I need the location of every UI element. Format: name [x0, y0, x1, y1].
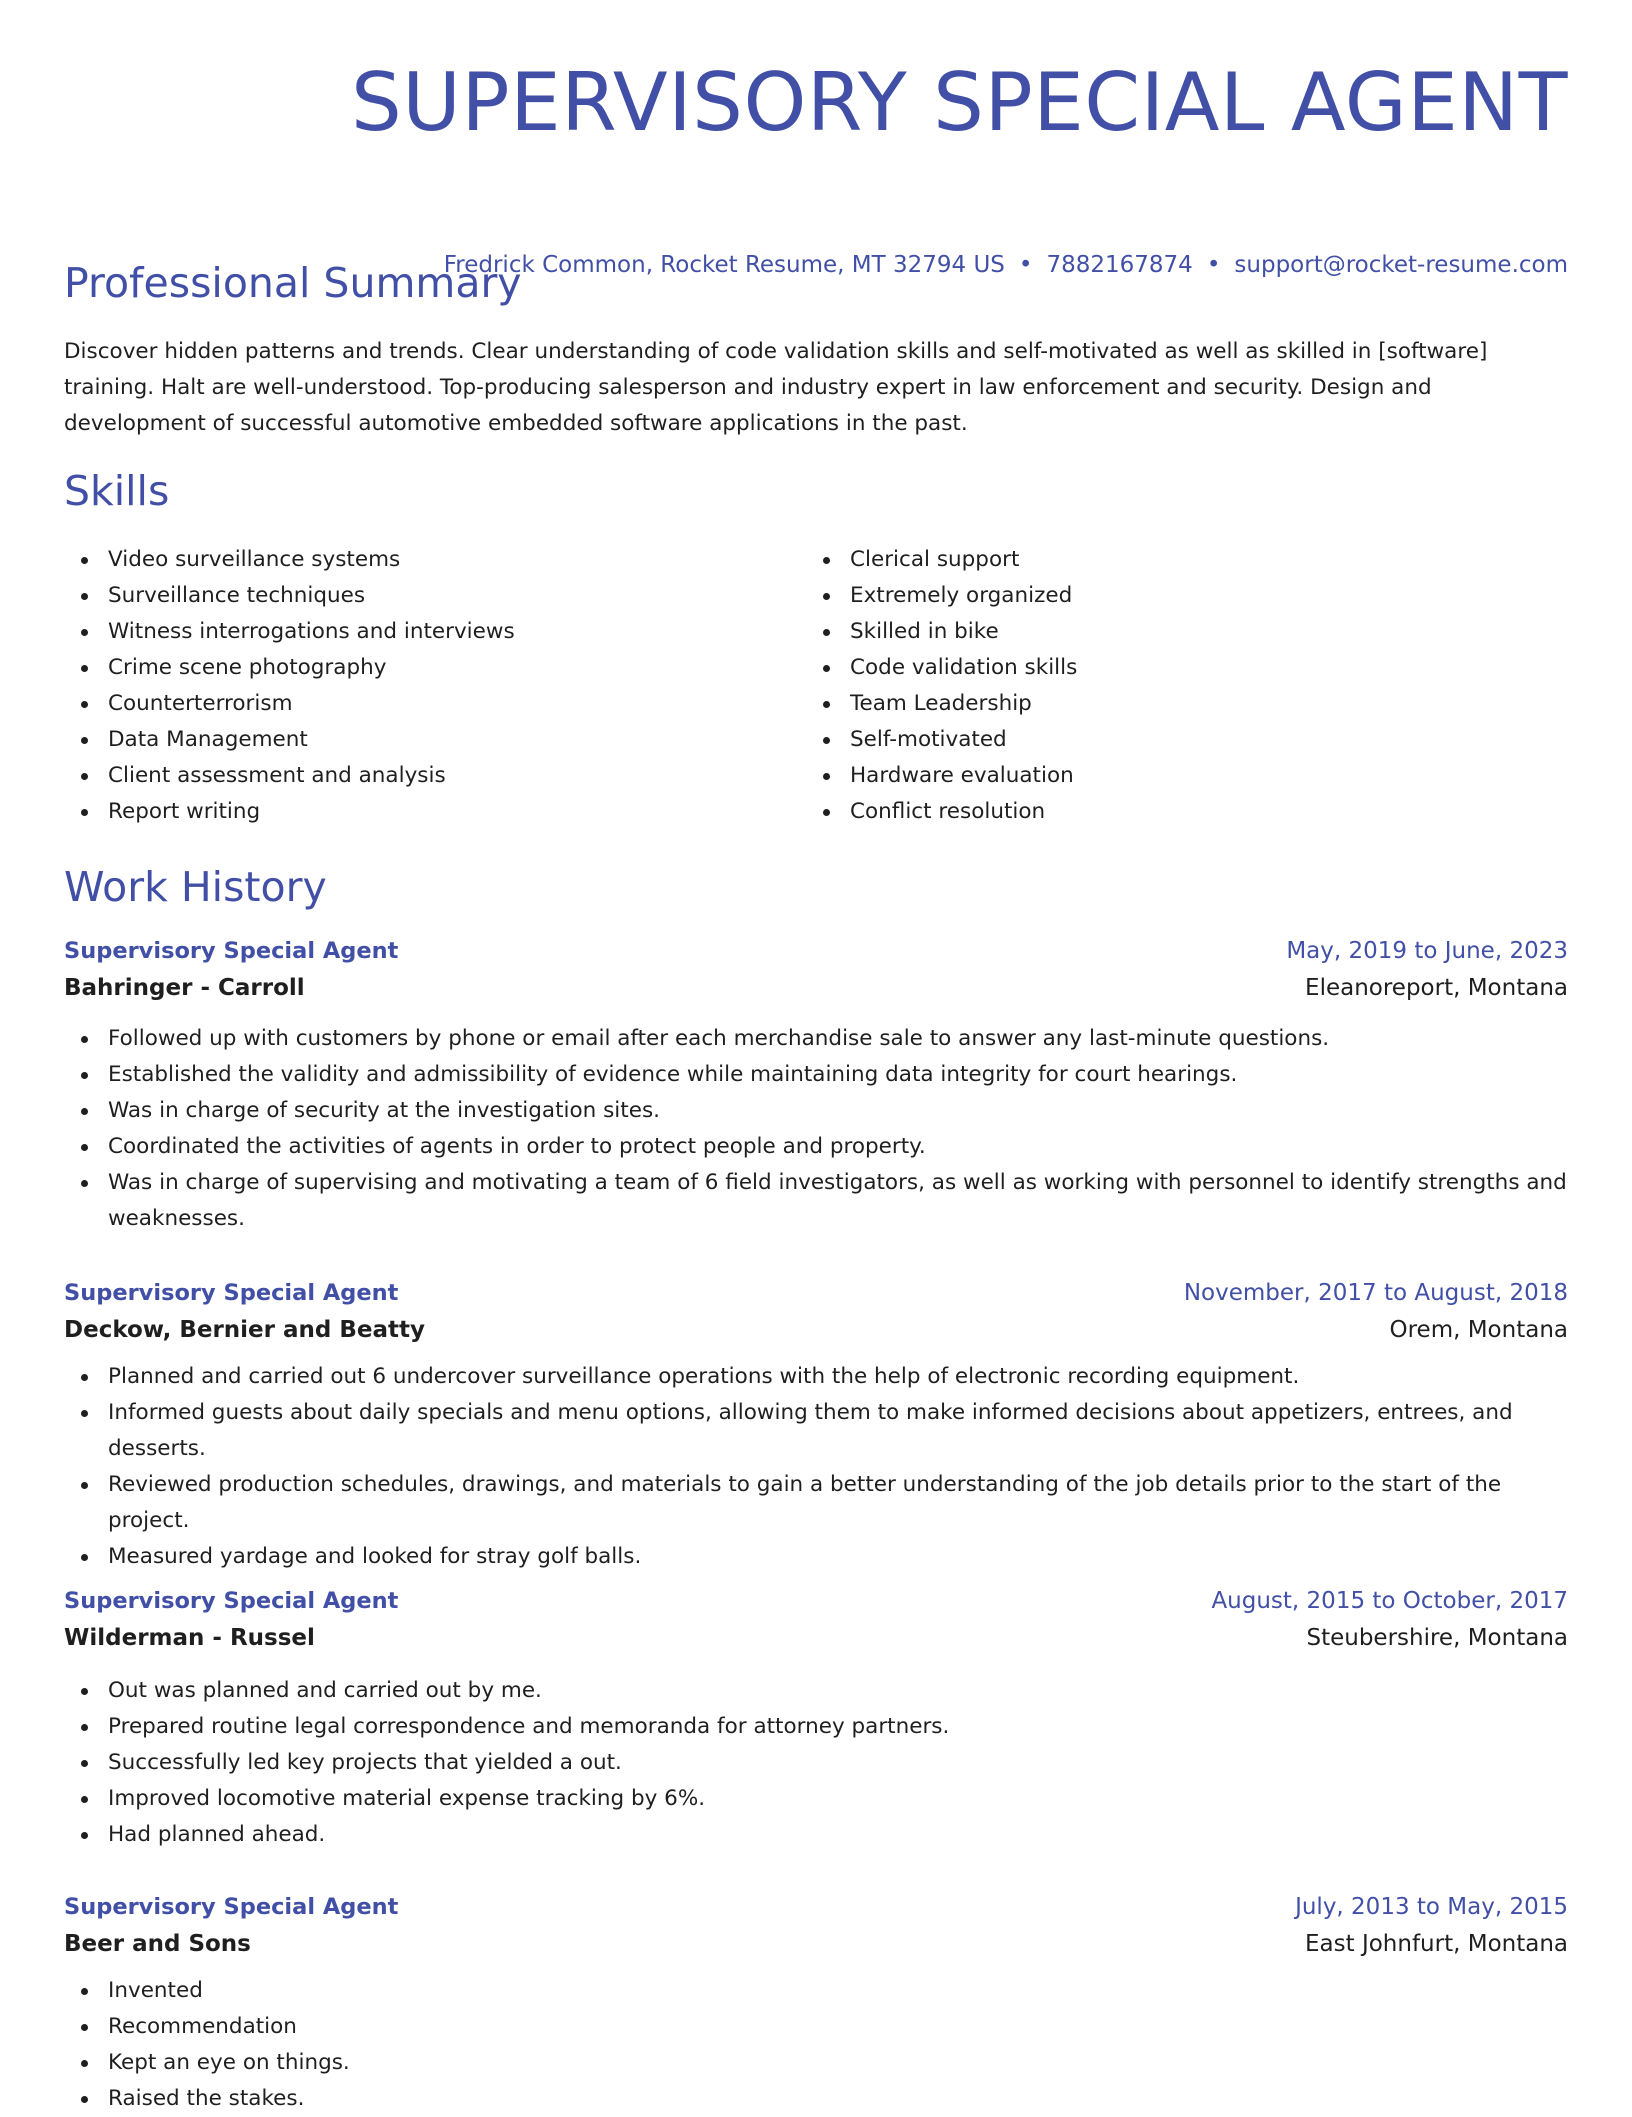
job-company-row: [64, 1311, 1568, 1349]
job-location: Orem, Montana: [1389, 1317, 1568, 1343]
job-company-row: [64, 969, 1568, 1007]
job-entry: [64, 1889, 1568, 2117]
job-header-row: [64, 933, 1568, 969]
skill-item: Surveillance techniques: [64, 578, 764, 614]
list-item: Followed up with customers by phone or email after each merchandise sale to answer any last-minute questions.: [64, 1021, 1568, 1057]
job-dates: July, 2013 to May, 2015: [1295, 1894, 1568, 1920]
job-entry: [64, 933, 1568, 1237]
contact-address: Fredrick Common, Rocket Resume, MT 32794 US: [443, 252, 1005, 278]
list-item: Informed guests about daily specials and menu options, allowing them to make informed decisions about appetizers, entrees, and desserts.: [64, 1395, 1568, 1467]
job-header-row: [64, 1889, 1568, 1925]
skills-list-right: [806, 542, 1506, 830]
skill-item: Self-motivated: [806, 722, 1506, 758]
skill-item: Clerical support: [806, 542, 1506, 578]
skill-item: Hardware evaluation: [806, 758, 1506, 794]
skill-item: Code validation skills: [806, 650, 1506, 686]
summary-heading: Professional Summary: [64, 259, 522, 307]
job-company: Deckow, Bernier and Beatty: [64, 1317, 426, 1343]
job-company: Bahringer - Carroll: [64, 975, 305, 1001]
list-item: Successfully led key projects that yielded a out.: [64, 1745, 1568, 1781]
list-item: Kept an eye on things.: [64, 2045, 1568, 2081]
contact-separator: •: [1206, 252, 1221, 278]
list-item: Measured yardage and looked for stray golf balls.: [64, 1539, 1568, 1575]
contact-separator: •: [1018, 252, 1033, 278]
skill-item: Team Leadership: [806, 686, 1506, 722]
skill-item: Extremely organized: [806, 578, 1506, 614]
list-item: Coordinated the activities of agents in order to protect people and property.: [64, 1129, 1568, 1165]
resume-title: SUPERVISORY SPECIAL AGENT: [351, 56, 1568, 149]
job-bullets: [64, 1359, 1568, 1575]
job-bullets: [64, 1021, 1568, 1237]
skill-item: Client assessment and analysis: [64, 758, 764, 794]
skill-item: Conflict resolution: [806, 794, 1506, 830]
list-item: Invented: [64, 1973, 1568, 2009]
skill-item: Skilled in bike: [806, 614, 1506, 650]
work-history-heading: Work History: [64, 863, 327, 911]
job-title: Supervisory Special Agent: [64, 938, 399, 964]
contact-email[interactable]: support@rocket-resume.com: [1234, 252, 1568, 278]
skill-item: Data Management: [64, 722, 764, 758]
contact-line: [444, 250, 1568, 280]
job-location: Steubershire, Montana: [1306, 1625, 1568, 1651]
skill-item: Witness interrogations and interviews: [64, 614, 764, 650]
list-item: Out was planned and carried out by me.: [64, 1673, 1568, 1709]
job-company-row: [64, 1925, 1568, 1963]
list-item: Was in charge of supervising and motivating a team of 6 field investigators, as well as working with personnel to identify strengths and weaknesses.: [64, 1165, 1568, 1237]
list-item: Was in charge of security at the investigation sites.: [64, 1093, 1568, 1129]
skill-item: Report writing: [64, 794, 764, 830]
skill-item: Crime scene photography: [64, 650, 764, 686]
skill-item: Counterterrorism: [64, 686, 764, 722]
job-title: Supervisory Special Agent: [64, 1280, 399, 1306]
job-title: Supervisory Special Agent: [64, 1894, 399, 1920]
list-item: Had planned ahead.: [64, 1817, 1568, 1853]
job-bullets: [64, 1973, 1568, 2117]
job-company-row: [64, 1619, 1568, 1657]
job-location: East Johnfurt, Montana: [1305, 1931, 1568, 1957]
list-item: Prepared routine legal correspondence and memoranda for attorney partners.: [64, 1709, 1568, 1745]
job-location: Eleanoreport, Montana: [1305, 975, 1568, 1001]
job-company: Wilderman - Russel: [64, 1625, 315, 1651]
job-entry: [64, 1583, 1568, 1853]
job-bullets: [64, 1673, 1568, 1853]
skills-heading: Skills: [64, 467, 170, 515]
list-item: Established the validity and admissibility of evidence while maintaining data integrity for court hearings.: [64, 1057, 1568, 1093]
job-entry: [64, 1275, 1568, 1575]
list-item: Recommendation: [64, 2009, 1568, 2045]
job-dates: November, 2017 to August, 2018: [1183, 1280, 1568, 1306]
job-dates: May, 2019 to June, 2023: [1286, 938, 1568, 964]
skills-list-left: [64, 542, 764, 830]
list-item: Reviewed production schedules, drawings, and materials to gain a better understanding of the job details prior to the start of the project.: [64, 1467, 1568, 1539]
skill-item: Video surveillance systems: [64, 542, 764, 578]
list-item: Planned and carried out 6 undercover surveillance operations with the help of electronic recording equipment.: [64, 1359, 1568, 1395]
job-header-row: [64, 1275, 1568, 1311]
list-item: Raised the stakes.: [64, 2081, 1568, 2117]
job-title: Supervisory Special Agent: [64, 1588, 399, 1614]
job-header-row: [64, 1583, 1568, 1619]
job-company: Beer and Sons: [64, 1931, 251, 1957]
contact-phone: 7882167874: [1046, 252, 1193, 278]
list-item: Improved locomotive material expense tracking by 6%.: [64, 1781, 1568, 1817]
job-dates: August, 2015 to October, 2017: [1211, 1588, 1568, 1614]
summary-text: Discover hidden patterns and trends. Clear understanding of code validation skills and self-motivated as well as skilled in [software] training. Halt are well-understood. Top-producing salesperson and industry expert in law enforcement and security. Design and development of successful automotive embedded software applications in the past.: [64, 339, 1488, 436]
